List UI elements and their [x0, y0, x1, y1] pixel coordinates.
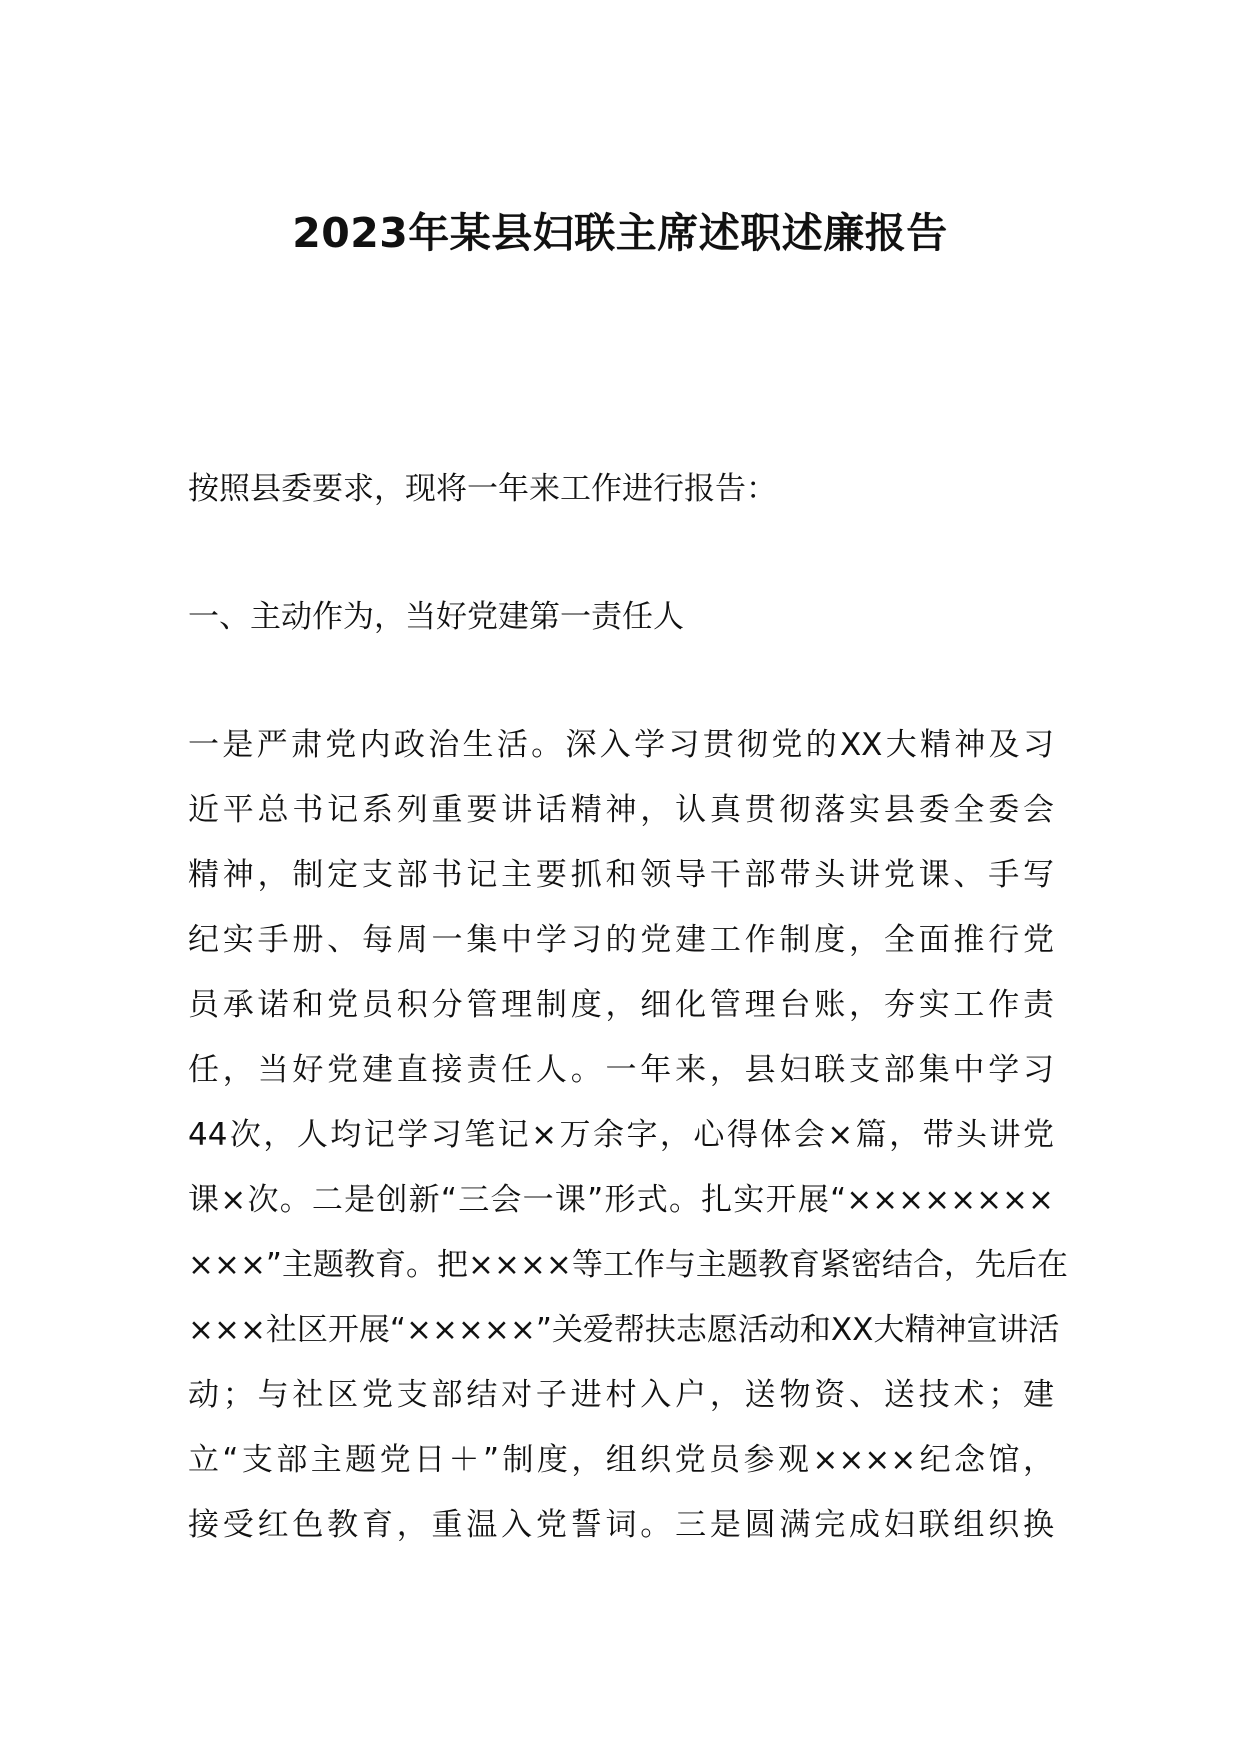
body-line: 精神，制定支部书记主要抓和领导干部带头讲党课、手写: [188, 857, 1054, 893]
body-line: ×××社区开展“×××××”关爱帮扶志愿活动和XX大精神宣讲活: [188, 1312, 1060, 1348]
body-line: 动；与社区党支部结对子进村入户，送物资、送技术；建: [188, 1377, 1054, 1413]
body-line: 近平总书记系列重要讲话精神，认真贯彻落实县委全委会: [188, 792, 1054, 828]
body-line: 任，当好党建直接责任人。一年来，县妇联支部集中学习: [188, 1052, 1054, 1088]
intro-paragraph: 按照县委要求，现将一年来工作进行报告：: [188, 471, 777, 507]
body-line: 接受红色教育，重温入党誓词。三是圆满完成妇联组织换: [188, 1507, 1054, 1543]
body-line: 员承诺和党员积分管理制度，细化管理台账，夯实工作责: [188, 987, 1054, 1023]
document-title: 2023年某县妇联主席述职述廉报告: [292, 209, 948, 257]
body-line: 纪实手册、每周一集中学习的党建工作制度，全面推行党: [188, 922, 1054, 958]
body-line: ×××”主题教育。把××××等工作与主题教育紧密结合，先后在: [188, 1247, 1068, 1283]
body-line: 立“支部主题党日＋”制度，组织党员参观××××纪念馆，: [188, 1442, 1054, 1478]
body-line: 一是严肃党内政治生活。深入学习贯彻党的XX大精神及习: [188, 727, 1054, 763]
body-line: 44次，人均记学习笔记×万余字，心得体会×篇，带头讲党: [188, 1117, 1054, 1153]
section-heading: 一、主动作为，当好党建第一责任人: [188, 599, 684, 635]
body-line: 课×次。二是创新“三会一课”形式。扎实开展“××××××××: [188, 1182, 1054, 1218]
body-paragraph: [188, 713, 1068, 1558]
